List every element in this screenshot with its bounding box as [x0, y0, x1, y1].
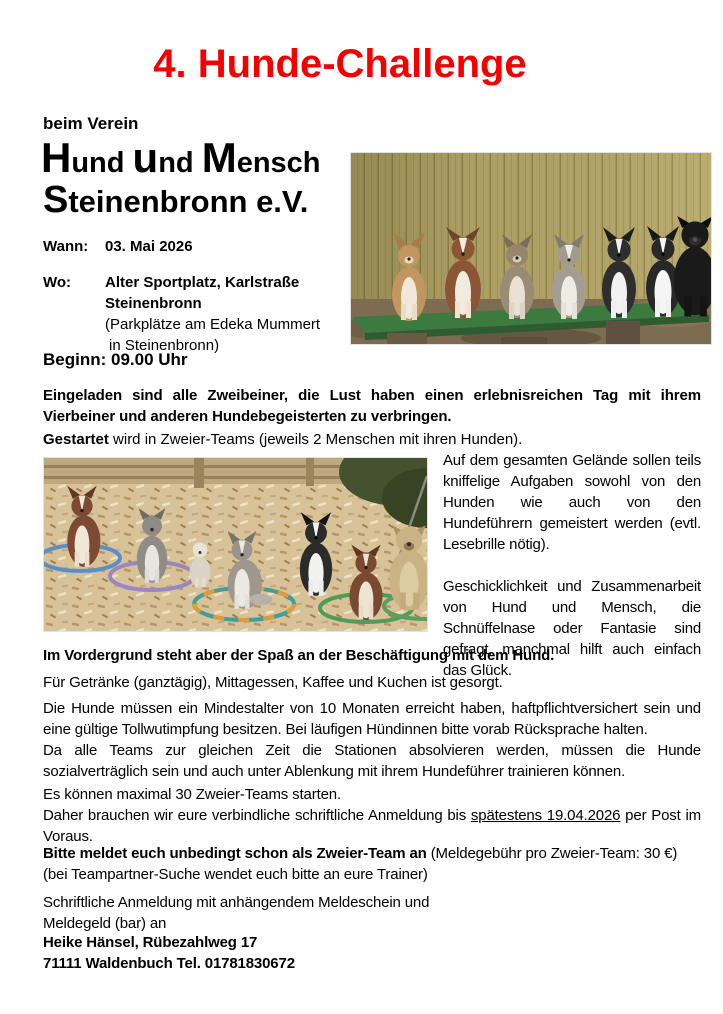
club-name-initial: M — [201, 134, 237, 181]
register-line — [43, 843, 701, 864]
club-city — [43, 179, 309, 223]
club-name-part: ensch — [236, 147, 321, 179]
teams-start-bold: Gestartet — [43, 431, 109, 448]
when-value: 03. Mai 2026 — [105, 238, 193, 255]
partner-note: (bei Teampartner-Suche wendet euch bitte an eure Trainer) — [43, 866, 428, 883]
deadline-date: spätestens 19.04.2026 — [470, 807, 621, 824]
photo-dogs-on-bench — [350, 152, 712, 345]
start-time: Beginn: 09.00 Uhr — [43, 350, 188, 369]
where-label — [43, 272, 71, 293]
club-city-initial: S — [43, 179, 69, 221]
deadline-post: per Post im Voraus. — [43, 807, 701, 845]
club-name-part: und — [71, 147, 133, 179]
written-registration-block — [43, 892, 701, 934]
food-line: Für Getränke (ganztägig), Mittagessen, Kaffee und Kuchen ist gesorgt. — [43, 674, 503, 691]
where-line3: (Parkplätze am Edeka Mummert — [105, 316, 321, 333]
tasks-paragraph-2: Geschicklichkeit und Zusammenarbeit von Hund und Mensch, die Schnüffelnase oder Fantasie sind gefragt, manchmal hilft auch einfach das Glück. — [443, 578, 701, 679]
rules-paragraph-2: Da alle Teams zur gleichen Zeit die Stationen absolvieren werden, müssen die Hunde sozialverträglich sein und auch unter Ablenkung mit ihrem Hundeführer trainieren können. — [43, 742, 701, 780]
photo-dogs-on-bench-illustration — [351, 153, 711, 344]
club-name-part: nd — [158, 147, 202, 179]
when-label: Wann: — [43, 238, 89, 255]
club-name — [41, 136, 321, 187]
where-value — [105, 272, 320, 356]
contact-name-address: Heike Hänsel, Rübezahlweg 17 — [43, 934, 258, 951]
written-line-2: Meldegeld (bar) an — [43, 915, 167, 932]
invitation-text: Eingeladen sind alle Zweibeiner, die Lust haben einen erlebnisreichen Tag mit ihrem Vierbeiner und anderen Hundebegeisterten zu verbringen. — [43, 387, 701, 425]
page-title: 4. Hunde-Challenge — [153, 42, 527, 86]
photo-dogs-in-hoops-illustration — [44, 458, 427, 631]
registration-deadline-block — [43, 784, 701, 847]
where-line1: Alter Sportplatz, Karlstraße — [105, 274, 300, 291]
teams-start-rest: wird in Zweier-Teams (jeweils 2 Menschen mit ihren Hunden). — [108, 431, 523, 448]
teams-start-line — [43, 429, 701, 450]
tasks-paragraph-1: Auf dem gesamten Gelände sollen teils kniffelige Aufgaben sowohl von den Hunden wie auch von den Hundeführern gemeistert werden (evtl. Lesebrille nötig). — [443, 452, 701, 553]
club-name-initial: u — [132, 134, 159, 181]
where-line4: in Steinenbronn) — [109, 337, 220, 354]
register-bold: Bitte meldet euch unbedingt schon als Zweier-Team an — [43, 845, 427, 862]
club-name-initial: H — [41, 134, 72, 181]
max-teams-line: Es können maximal 30 Zweier-Teams starten. — [43, 786, 341, 803]
where-label-text: Wo: — [43, 274, 72, 291]
photo-dogs-in-hoops — [43, 457, 428, 632]
written-line-1: Schriftliche Anmeldung mit anhängendem Meldeschein und — [43, 894, 430, 911]
contact-city-phone: 71111 Waldenbuch Tel. 01781830672 — [43, 955, 295, 972]
subtitle: beim Verein — [43, 114, 139, 133]
deadline-line — [43, 805, 701, 847]
rules-block — [43, 698, 701, 782]
contact-block — [43, 932, 701, 974]
register-rest: (Meldegebühr pro Zweier-Team: 30 €) — [426, 845, 678, 862]
deadline-pre: Daher brauchen wir eure verbindliche schriftliche Anmeldung bis — [43, 807, 471, 824]
where-line2: Steinenbronn — [105, 295, 202, 312]
fun-statement: Im Vordergrund steht aber der Spaß an der Beschäftigung mit dem Hund. — [43, 647, 555, 664]
club-city-rest: teinenbronn e.V. — [68, 184, 309, 219]
register-call-block — [43, 843, 701, 885]
rules-paragraph-1: Die Hunde müssen ein Mindestalter von 10 Monaten erreicht haben, haftpflichtversichert sein und eine gültige Tollwutimpfung besitzen. Bei läufigen Hündinnen bitte vorab Rücksprache halten. — [43, 700, 701, 738]
